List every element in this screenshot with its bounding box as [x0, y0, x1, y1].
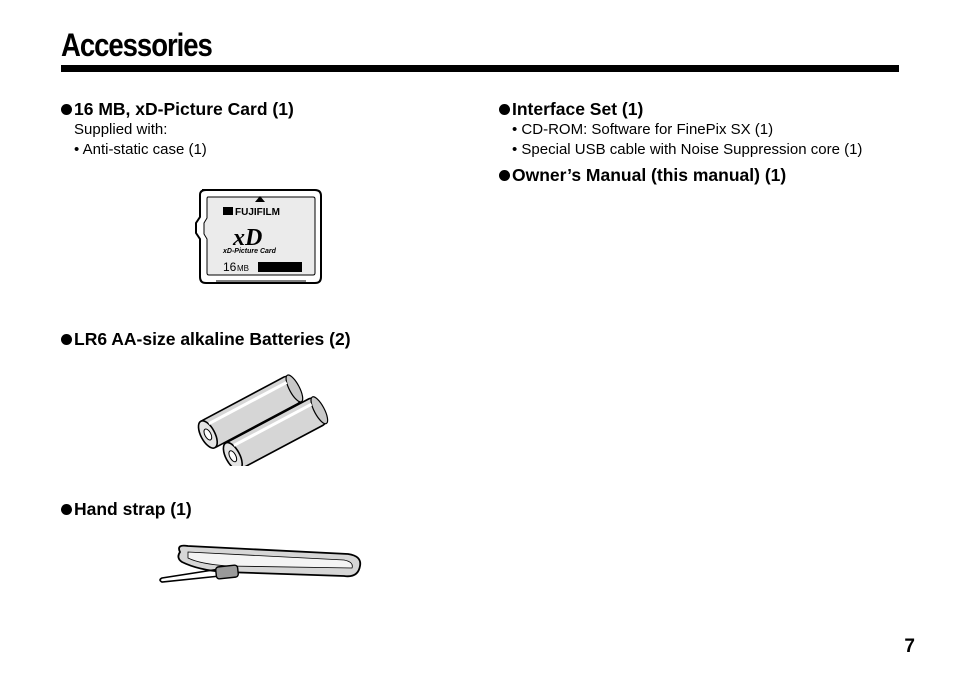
- bullet-icon: [499, 170, 510, 181]
- hand-strap-heading: [61, 499, 192, 519]
- card-capacity-text: 16: [223, 260, 237, 274]
- owners-manual-heading-text: Owner’s Manual (this manual) (1): [512, 165, 787, 185]
- bullet-icon: [499, 104, 510, 115]
- bullet-icon: [61, 334, 72, 345]
- cd-rom-item: • CD-ROM: Software for FinePix SX (1): [512, 121, 774, 138]
- bullet-icon: [61, 104, 72, 115]
- bullet-icon: [61, 504, 72, 515]
- page-number: 7: [904, 636, 915, 657]
- xd-card-heading: [61, 99, 294, 119]
- supplied-with-label: Supplied with:: [74, 121, 168, 138]
- xd-picture-card-icon: [194, 187, 324, 289]
- owners-manual-heading: [499, 165, 786, 185]
- batteries-heading: [61, 329, 351, 349]
- page-title: Accessories: [61, 27, 212, 63]
- aa-batteries-icon: [188, 370, 334, 466]
- title-rule: [61, 65, 899, 72]
- anti-static-case-item: • Anti-static case (1): [74, 141, 207, 158]
- card-brand-text: FUJIFILM: [235, 207, 280, 218]
- usb-cable-item: • Special USB cable with Noise Suppression core (1): [512, 141, 863, 158]
- hand-strap-heading-text: Hand strap (1): [74, 499, 192, 519]
- xd-card-heading-text: 16 MB, xD-Picture Card (1): [74, 99, 294, 119]
- card-logo-text: xD: [233, 225, 263, 251]
- card-type-text: xD-Picture Card: [223, 248, 276, 255]
- batteries-heading-text: LR6 AA-size alkaline Batteries (2): [74, 329, 351, 349]
- card-capacity-unit-text: MB: [237, 264, 249, 273]
- interface-set-heading: [499, 99, 643, 119]
- hand-strap-icon: [158, 540, 366, 588]
- interface-set-heading-text: Interface Set (1): [512, 99, 644, 119]
